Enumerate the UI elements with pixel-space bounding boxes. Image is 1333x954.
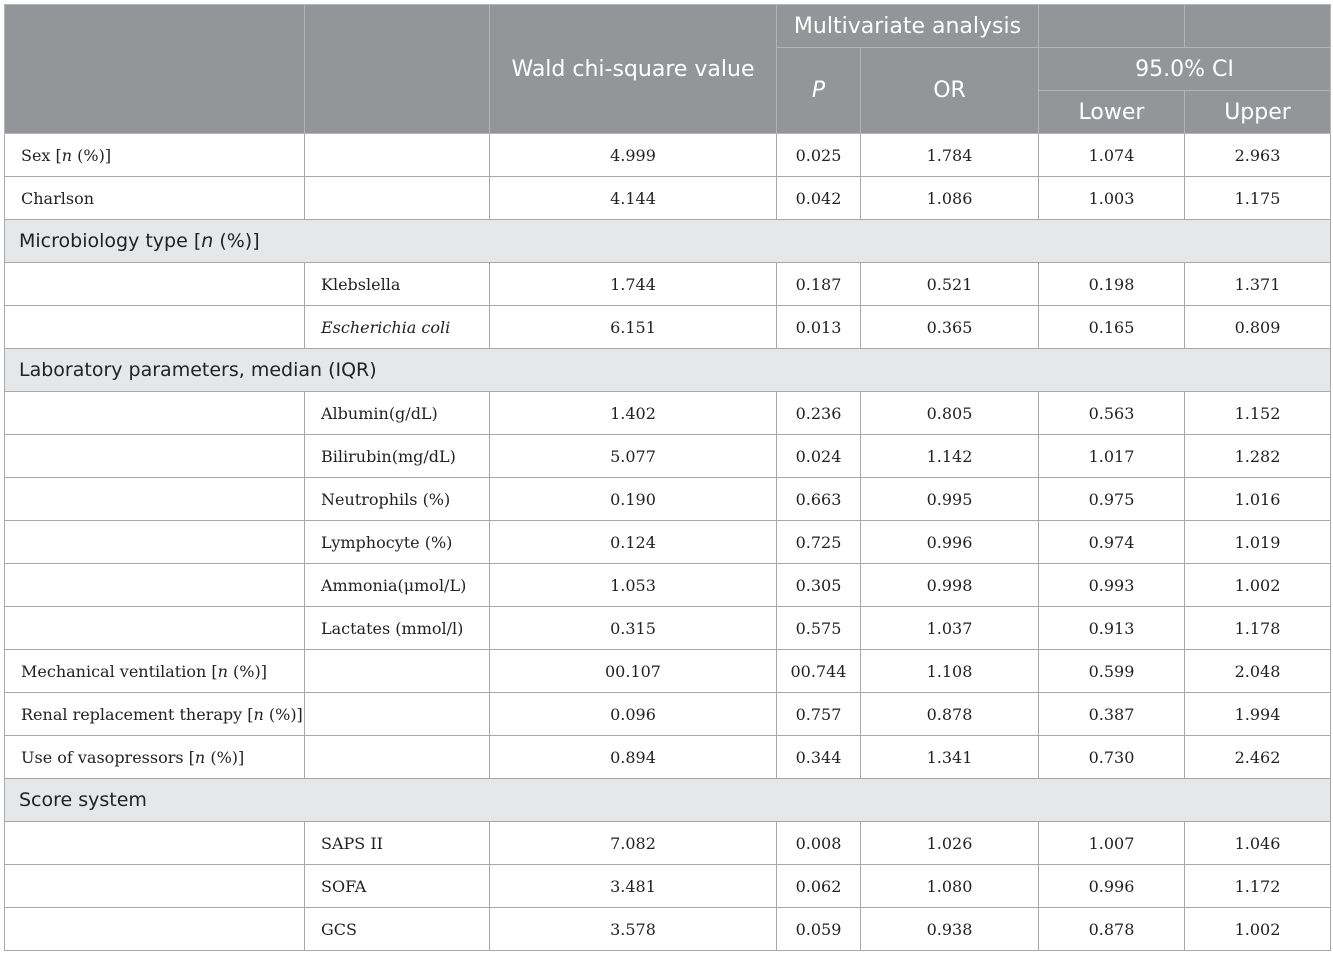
row-label xyxy=(5,478,305,521)
row-sublabel: SAPS II xyxy=(305,822,490,865)
cell-upper: 1.371 xyxy=(1185,263,1331,306)
row-label xyxy=(5,822,305,865)
row-label xyxy=(5,908,305,951)
cell-p: 0.187 xyxy=(777,263,861,306)
table-row xyxy=(5,650,1331,693)
table-row xyxy=(5,607,1331,650)
header-blank-2 xyxy=(305,5,490,134)
row-label: Charlson xyxy=(5,177,305,220)
cell-p: 0.008 xyxy=(777,822,861,865)
row-sublabel: Ammonia(μmol/L) xyxy=(305,564,490,607)
header-upper: Upper xyxy=(1185,91,1331,134)
table-row xyxy=(5,736,1331,779)
cell-upper: 1.282 xyxy=(1185,435,1331,478)
cell-lower: 0.165 xyxy=(1039,306,1185,349)
row-sublabel: GCS xyxy=(305,908,490,951)
cell-upper: 1.016 xyxy=(1185,478,1331,521)
table-row xyxy=(5,822,1331,865)
row-sublabel: Neutrophils (%) xyxy=(305,478,490,521)
row-label xyxy=(5,521,305,564)
table-row xyxy=(5,693,1331,736)
row-sublabel: SOFA xyxy=(305,865,490,908)
table-row xyxy=(5,908,1331,951)
cell-lower: 0.198 xyxy=(1039,263,1185,306)
row-label xyxy=(5,607,305,650)
cell-upper: 1.002 xyxy=(1185,908,1331,951)
cell-lower: 0.599 xyxy=(1039,650,1185,693)
cell-wald: 7.082 xyxy=(490,822,777,865)
cell-or: 0.521 xyxy=(861,263,1039,306)
cell-wald: 0.096 xyxy=(490,693,777,736)
header-or: OR xyxy=(861,48,1039,134)
row-sublabel xyxy=(305,650,490,693)
cell-or: 1.037 xyxy=(861,607,1039,650)
cell-wald: 00.107 xyxy=(490,650,777,693)
cell-p: 0.013 xyxy=(777,306,861,349)
table-row xyxy=(5,392,1331,435)
section-label: Laboratory parameters, median (IQR) xyxy=(5,349,1331,392)
table-row xyxy=(5,435,1331,478)
cell-wald: 6.151 xyxy=(490,306,777,349)
cell-or: 1.108 xyxy=(861,650,1039,693)
cell-wald: 4.999 xyxy=(490,134,777,177)
cell-upper: 1.152 xyxy=(1185,392,1331,435)
row-label xyxy=(5,564,305,607)
section-row-microbiology xyxy=(5,220,1331,263)
row-label xyxy=(5,435,305,478)
cell-or: 1.142 xyxy=(861,435,1039,478)
cell-upper: 2.462 xyxy=(1185,736,1331,779)
cell-p: 00.744 xyxy=(777,650,861,693)
section-label: Score system xyxy=(5,779,1331,822)
cell-or: 0.365 xyxy=(861,306,1039,349)
cell-wald: 1.053 xyxy=(490,564,777,607)
cell-or: 0.996 xyxy=(861,521,1039,564)
section-row-score xyxy=(5,779,1331,822)
cell-wald: 5.077 xyxy=(490,435,777,478)
table-row xyxy=(5,306,1331,349)
table-row xyxy=(5,263,1331,306)
header-blank-4 xyxy=(1185,5,1331,48)
cell-upper: 2.963 xyxy=(1185,134,1331,177)
table-row xyxy=(5,564,1331,607)
row-label xyxy=(5,263,305,306)
header-row-1 xyxy=(5,5,1331,48)
cell-or: 1.341 xyxy=(861,736,1039,779)
row-label xyxy=(5,392,305,435)
cell-wald: 4.144 xyxy=(490,177,777,220)
header-p: P xyxy=(777,48,861,134)
header-blank-1 xyxy=(5,5,305,134)
cell-p: 0.042 xyxy=(777,177,861,220)
cell-upper: 2.048 xyxy=(1185,650,1331,693)
cell-p: 0.024 xyxy=(777,435,861,478)
cell-p: 0.757 xyxy=(777,693,861,736)
row-sublabel: Bilirubin(mg/dL) xyxy=(305,435,490,478)
row-label: Renal replacement therapy [n (%)] xyxy=(5,693,305,736)
row-sublabel xyxy=(305,736,490,779)
cell-p: 0.059 xyxy=(777,908,861,951)
row-label: Sex [n (%)] xyxy=(5,134,305,177)
cell-p: 0.663 xyxy=(777,478,861,521)
table-row xyxy=(5,478,1331,521)
header-lower: Lower xyxy=(1039,91,1185,134)
results-table xyxy=(4,4,1331,951)
cell-p: 0.305 xyxy=(777,564,861,607)
cell-or: 1.086 xyxy=(861,177,1039,220)
cell-p: 0.236 xyxy=(777,392,861,435)
cell-upper: 1.994 xyxy=(1185,693,1331,736)
row-sublabel xyxy=(305,134,490,177)
cell-p: 0.725 xyxy=(777,521,861,564)
cell-lower: 0.387 xyxy=(1039,693,1185,736)
cell-wald: 0.124 xyxy=(490,521,777,564)
cell-upper: 1.002 xyxy=(1185,564,1331,607)
cell-upper: 0.809 xyxy=(1185,306,1331,349)
cell-wald: 3.578 xyxy=(490,908,777,951)
cell-lower: 0.730 xyxy=(1039,736,1185,779)
table-row xyxy=(5,865,1331,908)
header-ci: 95.0% CI xyxy=(1039,48,1331,91)
cell-or: 0.938 xyxy=(861,908,1039,951)
cell-or: 0.995 xyxy=(861,478,1039,521)
cell-wald: 3.481 xyxy=(490,865,777,908)
cell-lower: 0.993 xyxy=(1039,564,1185,607)
section-row-laboratory xyxy=(5,349,1331,392)
cell-or: 0.805 xyxy=(861,392,1039,435)
cell-upper: 1.046 xyxy=(1185,822,1331,865)
section-label: Microbiology type [n (%)] xyxy=(5,220,1331,263)
cell-upper: 1.178 xyxy=(1185,607,1331,650)
cell-wald: 1.402 xyxy=(490,392,777,435)
cell-or: 1.080 xyxy=(861,865,1039,908)
cell-or: 1.026 xyxy=(861,822,1039,865)
table-row xyxy=(5,177,1331,220)
row-sublabel xyxy=(305,177,490,220)
row-label: Mechanical ventilation [n (%)] xyxy=(5,650,305,693)
cell-upper: 1.172 xyxy=(1185,865,1331,908)
header-wald: Wald chi-square value xyxy=(490,5,777,134)
cell-lower: 0.913 xyxy=(1039,607,1185,650)
cell-or: 0.998 xyxy=(861,564,1039,607)
row-label: Use of vasopressors [n (%)] xyxy=(5,736,305,779)
cell-wald: 0.190 xyxy=(490,478,777,521)
cell-lower: 0.974 xyxy=(1039,521,1185,564)
cell-or: 1.784 xyxy=(861,134,1039,177)
cell-p: 0.025 xyxy=(777,134,861,177)
cell-lower: 1.074 xyxy=(1039,134,1185,177)
cell-or: 0.878 xyxy=(861,693,1039,736)
cell-lower: 0.563 xyxy=(1039,392,1185,435)
cell-upper: 1.019 xyxy=(1185,521,1331,564)
cell-p: 0.062 xyxy=(777,865,861,908)
row-sublabel: Lactates (mmol/l) xyxy=(305,607,490,650)
cell-lower: 1.017 xyxy=(1039,435,1185,478)
cell-lower: 0.975 xyxy=(1039,478,1185,521)
cell-lower: 1.007 xyxy=(1039,822,1185,865)
cell-lower: 1.003 xyxy=(1039,177,1185,220)
cell-wald: 0.315 xyxy=(490,607,777,650)
cell-p: 0.575 xyxy=(777,607,861,650)
cell-upper: 1.175 xyxy=(1185,177,1331,220)
cell-wald: 0.894 xyxy=(490,736,777,779)
cell-lower: 0.996 xyxy=(1039,865,1185,908)
row-sublabel: Lymphocyte (%) xyxy=(305,521,490,564)
table-row xyxy=(5,134,1331,177)
header-blank-3 xyxy=(1039,5,1185,48)
row-sublabel: Albumin(g/dL) xyxy=(305,392,490,435)
cell-wald: 1.744 xyxy=(490,263,777,306)
row-label xyxy=(5,865,305,908)
row-sublabel: Klebslella xyxy=(305,263,490,306)
row-label xyxy=(5,306,305,349)
table-row xyxy=(5,521,1331,564)
cell-lower: 0.878 xyxy=(1039,908,1185,951)
row-sublabel: Escherichia coli xyxy=(305,306,490,349)
row-sublabel xyxy=(305,693,490,736)
cell-p: 0.344 xyxy=(777,736,861,779)
header-multivariate: Multivariate analysis xyxy=(777,5,1039,48)
